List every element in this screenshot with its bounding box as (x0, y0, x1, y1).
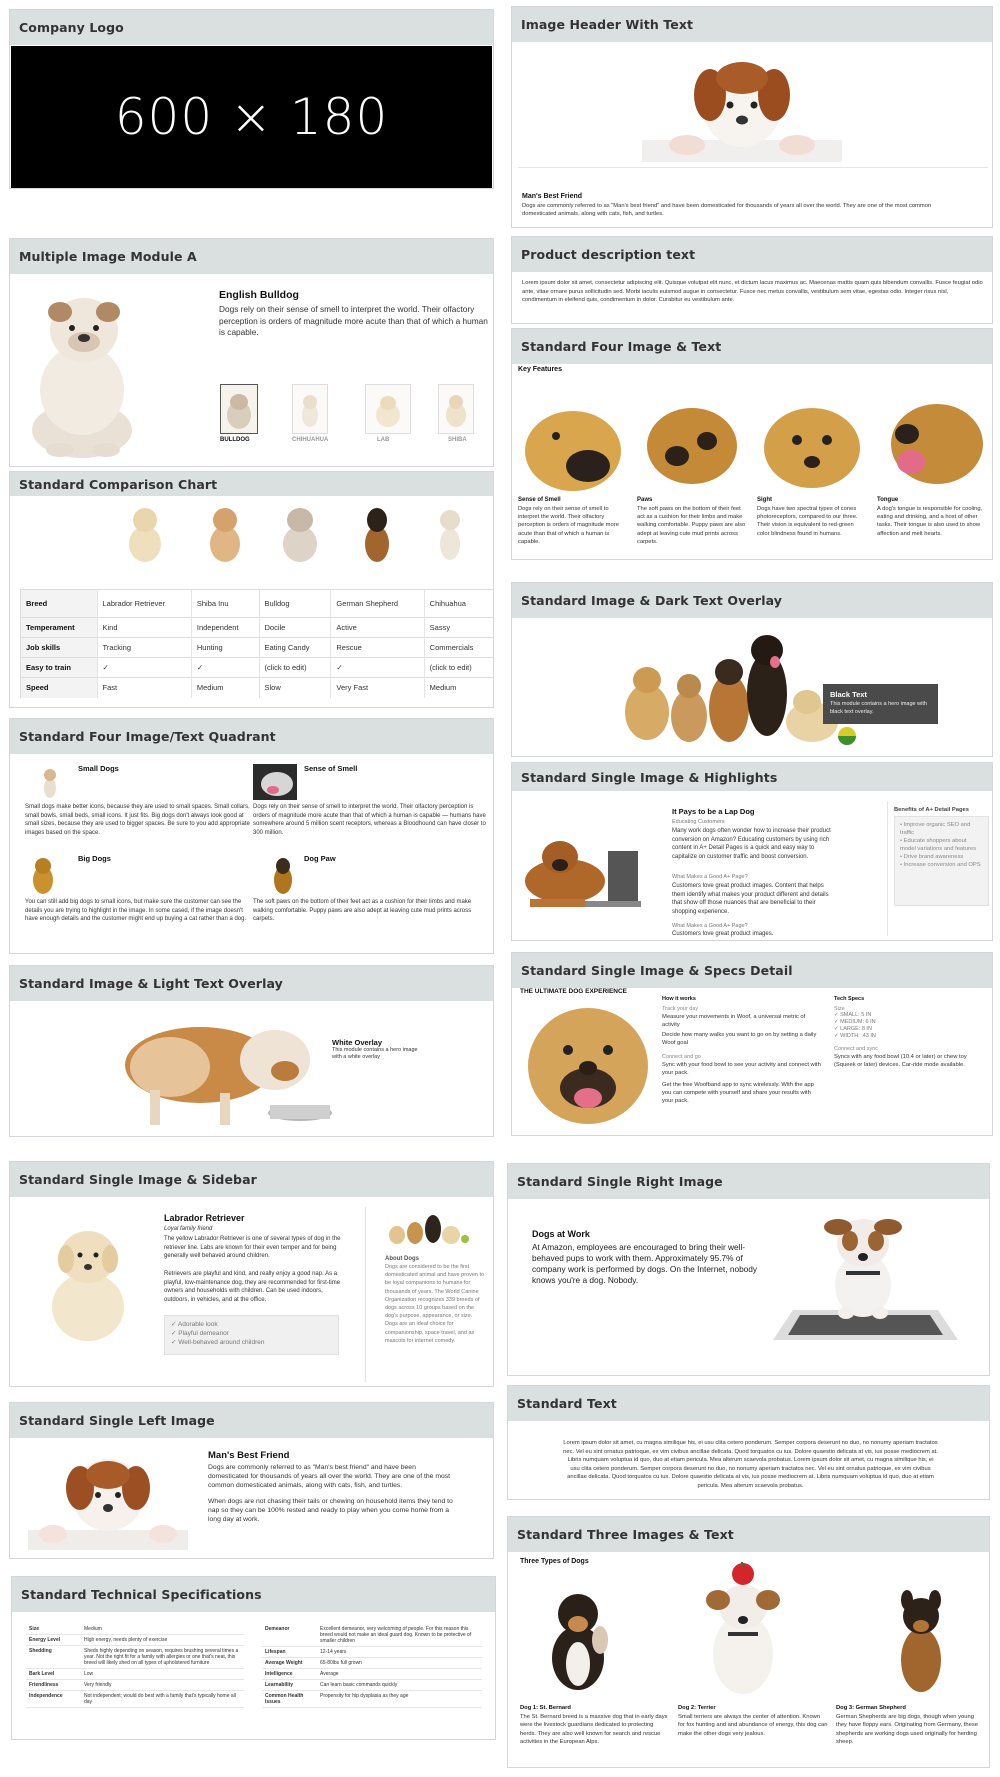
feature-heading-4: Tongue (877, 497, 899, 503)
spec-row: Friendliness Very friendly (26, 1680, 244, 1691)
spec-row: Energy Level High energy, needs plenty of exercise (26, 1635, 244, 1646)
dog-group-image (385, 1209, 477, 1245)
thumbnail-lab[interactable] (365, 384, 411, 434)
table-row (21, 678, 495, 698)
thumb-label-bulldog: BULLDOG (220, 437, 250, 443)
row-header: Breed (21, 590, 98, 618)
specs-table-left (26, 1624, 244, 1708)
module-product-description (511, 236, 993, 324)
spec-row: Shedding Sheds highly depending on season, requires brushing several times a year. Not the right fit for a family with allergies or one that's neat, this breed will likely shed on all types of upholstered furniture (26, 1646, 244, 1669)
spec-row: Size Medium (26, 1624, 244, 1635)
right-image-heading: Dogs at Work (532, 1229, 590, 1239)
module-title: Standard Single Image & Highlights (512, 763, 992, 791)
small-dog-icon (35, 764, 65, 800)
module-four-image-text (511, 328, 993, 560)
left-image-body-2: When dogs are not chasing their tails or chewing on household items they tend to nap so they can be 100% rested and ready to play when you come home from a long day at work. (208, 1498, 453, 1524)
three-types-label: Three Types of Dogs (520, 1558, 589, 1565)
size-item: ✓ MEDIUM: 6 IN (834, 1019, 876, 1025)
thumbnail-shiba[interactable] (438, 384, 474, 434)
highlights-body-3: Customers love great product images. (672, 931, 774, 937)
module-title: Product description text (512, 237, 992, 272)
module-comparison-chart (9, 471, 494, 708)
puppy-header-image (642, 50, 842, 162)
track-body-2: Decide how many walks you want to go on by setting a daily Woof goal (662, 1032, 817, 1046)
feature-heading-2: Paws (637, 497, 653, 503)
table-cell: Shiba Inu (191, 590, 259, 618)
header-heading: Man's Best Friend (522, 193, 583, 200)
comparison-images (90, 500, 494, 568)
placeholder-text: 600 × 180 (114, 88, 389, 146)
table-row (21, 658, 495, 678)
sidebar-heading: Labrador Retriever (164, 1213, 245, 1223)
sidebar-divider (365, 1207, 366, 1382)
module-title: Standard Single Left Image (10, 1403, 493, 1438)
editable-cell[interactable]: (click to edit) (259, 658, 331, 678)
terrier-apple-image (698, 1562, 788, 1697)
module-title: Company Logo (10, 10, 493, 45)
specs-heading: THE ULTIMATE DOG EXPERIENCE (520, 988, 628, 995)
size-item: ✓ SMALL: 5 IN (834, 1012, 872, 1018)
how-it-works-title: How it works (662, 996, 696, 1002)
highlights-body-1: Many work dogs often wonder how to increase their product conversion on Amazon? Educating customers by using rich content in A+ Detail Pages is a quick and easy way to capitalize on customer traffic and boost conversion. (672, 828, 831, 860)
logo-placeholder[interactable] (11, 46, 492, 188)
header-divider (518, 167, 988, 168)
spec-row: Lifespan 12-14 years (262, 1647, 482, 1658)
module-left-image (9, 1402, 494, 1559)
dark-overlay-box (823, 684, 938, 724)
checklist-item: ✓ Well-behaved around children (171, 1339, 265, 1346)
big-dog-icon (28, 854, 58, 896)
side-body: Dogs are considered to be the first domesticated animal and have proven to be loyal companions to humans for thousands of years. The World Canine Organization recognizes 339 breeds of dogs across 10 groups based on the dog's purpose, appearance, or size. Dogs are an ideal choice for companionship, space travel, and as mascots for internet comedy. (385, 1264, 485, 1344)
quadrant-body-2: Dogs rely on their sense of smell to interpret the world. Their olfactory perception is orders of magnitude more acute than that of which a human is capable — humans have somewhere around 5 million scent receptors, whereas a Bloodhound can have closer to 300 million. (253, 804, 486, 836)
right-image-body: At Amazon, employees are encouraged to bring their well-behaved pups to work with them. Approximately 95.7% of company work is performed by dogs. On the Internet, nobody knows you're a dog. Nobody. (532, 1242, 758, 1285)
benefit-item: • Improve organic SEO and traffic (900, 822, 971, 836)
module-light-overlay (9, 965, 494, 1137)
quadrant-body-3: You can still add big dogs to small icons, but make sure the customer can see the details you are trying to highlight in the image. In some cased, if the image doesn't have enough details and the customer might end up buying a cat rather than a dog. (25, 899, 247, 922)
thumbnail-bulldog[interactable] (220, 384, 258, 434)
standard-text-body: Lorem ipsum dolor sit amet, cu magna similique his, ei usu clita cetero ponderum. Semper corpora deserunt no duo, no nonumy aperiam tractatos nec. Vel eu sint ornatus patrioque, ex vim civibus ancillae delicata. Quod torquatos cu ius. Dolore quaestio delicata at vis, ius posse mediocrem at. Libris numquam voluptua id quo, duo at etiam pericula. Mea alterum scaevola probatus. Lorem ipsum dolor sit amet, cu magna similique his, ei usu clita cetero ponderum. Semper corpora deserunt no duo, no nonumy aperiam tractatos nec. Vel eu sint ornatus patrioque, ex vim civibus ancillae delicata. Quod torquatos cu ius. Dolore quaestio delicata at vis, ius posse mediocrem at. Libris numquam voluptua id quo, duo at etiam pericula. Mea alterum scaevola probatus. (563, 1440, 938, 1489)
jack-russell-keyboard-image (758, 1205, 973, 1345)
golden-retriever-image (520, 998, 655, 1128)
highlights-sub-2: What Makes a Good A+ Page? (672, 874, 748, 880)
table-cell: Slow (259, 678, 331, 698)
table-cell: Medium (424, 678, 494, 698)
table-row (21, 618, 495, 638)
module-title: Standard Technical Specifications (12, 1577, 495, 1612)
module-specs-detail (511, 952, 993, 1136)
bulldog-small-image (275, 500, 325, 566)
dog-2-body: Small terriers are always the center of attention. Known for fox hunting and and abundance of energy, this dog can make the other dogs very jealous. (678, 1714, 828, 1737)
comparison-table (20, 589, 494, 698)
module-image-highlights (511, 762, 993, 941)
spec-row: Intelligence Average (262, 1669, 482, 1680)
highlights-sub-1: Educating Customers (672, 819, 725, 825)
module-title: Standard Image & Dark Text Overlay (512, 583, 992, 618)
table-cell: Medium (191, 678, 259, 698)
module-title: Standard Comparison Chart (10, 472, 493, 496)
highlights-divider (887, 801, 888, 936)
sync-subheading: Connect and sync (834, 1046, 879, 1052)
table-cell: Fast (97, 678, 191, 698)
left-image-heading: Man's Best Friend (208, 1450, 290, 1461)
spec-row: Common Health Issues Propensity for hip dysplasia as they age (262, 1691, 482, 1708)
editable-cell[interactable]: (click to edit) (424, 658, 494, 678)
highlights-heading: It Pays to be a Lap Dog (672, 807, 755, 816)
module-title: Standard Text (508, 1386, 989, 1421)
row-header: Job skills (21, 638, 98, 658)
benefits-box (894, 816, 989, 906)
table-cell: Eating Candy (259, 638, 331, 658)
quadrant-heading-1: Small Dogs (78, 764, 119, 773)
table-cell: Tracking (97, 638, 191, 658)
thumb-label-lab: LAB (377, 437, 390, 443)
checklist-item: ✓ Playful demeanor (171, 1330, 229, 1337)
side-title: About Dogs (385, 1256, 419, 1262)
thumb-row (220, 384, 490, 446)
lab-puppy-image (120, 500, 170, 566)
size-item: ✓ WIDTH: .43 IN (834, 1033, 876, 1039)
overlay-body: This module contains a hero image with black text overlay. (830, 701, 927, 715)
size-list (834, 1012, 934, 1040)
sync-body: Syncs with any food bowl (10.4 or later) or chew toy (Squeek or later) devices. Car-ride mode available. (834, 1054, 967, 1068)
dog-3-body: German Shepherds are big dogs, though when young they have floppy ears. Originating from Germany, these shepherds are working dogs used originally for herding sheep. (836, 1714, 978, 1745)
connect-body-1: Sync with your food bowl to see your activity and connect with your pack. (662, 1062, 821, 1076)
module-title: Standard Four Image & Text (512, 329, 992, 364)
table-cell: Kind (97, 618, 191, 638)
sidebar-body-1: The yellow Labrador Retriever is one of several types of dog in the retriever line. Labs are known for their even temper and for being generally well behaved around children. (164, 1236, 341, 1259)
feature-body-2: The soft paws on the bottom of their feet act as a cushion for their limbs and make walking comfortable. Puppy paws are also adept at leaving cute mud prints across carpets. (637, 506, 746, 545)
module-title: Standard Single Image & Specs Detail (512, 953, 992, 988)
dog-3-heading: Dog 3: German Shepherd (836, 1705, 906, 1711)
module-title: Standard Image & Light Text Overlay (10, 966, 493, 1001)
benefit-item: • Increase conversion and OPS (900, 862, 981, 868)
table-cell: German Shepherd (331, 590, 424, 618)
size-item: ✓ LARGE: 8 IN (834, 1026, 872, 1032)
white-overlay-box (328, 1036, 428, 1074)
specs-table-right (262, 1624, 482, 1708)
table-cell: Independent (191, 618, 259, 638)
table-cell: Labrador Retriever (97, 590, 191, 618)
module-three-images-text (507, 1516, 990, 1768)
row-header: Speed (21, 678, 98, 698)
feature-heading-1: Sense of Smell (518, 497, 561, 503)
table-cell: Hunting (191, 638, 259, 658)
highlights-sub-3: What Makes a Good A+ Page? (672, 923, 748, 929)
benefit-item: • Educate shoppers about model variations and features (900, 838, 977, 852)
spec-row: Learnability Can learn basic commands quickly (262, 1680, 482, 1691)
row-header: Temperament (21, 618, 98, 638)
dog-nose-image (518, 396, 624, 491)
table-row (21, 638, 495, 658)
thumbnail-chihuahua[interactable] (292, 384, 328, 434)
check-cell: ✓ (97, 658, 191, 678)
spec-row: Average Weight 65-80lbs full grown (262, 1658, 482, 1669)
module-tech-specs (11, 1576, 496, 1740)
dog-2-heading: Dog 2: Terrier (678, 1705, 716, 1711)
module-multiple-image-a (9, 238, 494, 467)
header-body: Dogs are commonly referred to as "Man's best friend" and have been domesticated for thousands of years all over the world. They are one of the most common domesticated animals, along with cats, fish, and turtles. (522, 203, 932, 217)
puppy-paws-image (28, 1450, 188, 1550)
table-cell: Sassy (424, 618, 494, 638)
benefit-item: • Drive brand awareness (900, 854, 964, 860)
product-heading: English Bulldog (219, 289, 299, 301)
table-cell: Very Fast (331, 678, 424, 698)
module-image-header-text (511, 6, 993, 228)
thumb-label-shiba: SHIBA (448, 437, 467, 443)
module-four-quadrant (9, 718, 494, 954)
feature-body-3: Dogs have two spectral types of cones photoreceptors, compared to our three. Their vision is equivalent to red-green color blindness found in humans. (757, 506, 858, 537)
left-image-body-1: Dogs are commonly referred to as "Man's best friend" and have been domesticated for thousands of years all over the world. They are one of the most common domesticated animals, along with cats, fish, and turtles. (208, 1464, 451, 1490)
overlay-body: This module contains a hero image with a white overlay (332, 1047, 418, 1060)
check-cell: ✓ (331, 658, 424, 678)
spec-row: Independence Not independent; would do best with a family that's typically home all day (26, 1691, 244, 1708)
feature-heading-3: Sight (757, 497, 772, 503)
module-title: Standard Four Image/Text Quadrant (10, 719, 493, 754)
module-title: Image Header With Text (512, 7, 992, 42)
highlights-body-2: Customers love great product images. Content that helps them identify what makes your product different and details that show off those nuances that are beneficial to their shopping experience. (672, 883, 829, 915)
dog-paw-icon (268, 854, 298, 896)
spec-row: Bark Level Low (26, 1669, 244, 1680)
module-title: Standard Single Right Image (508, 1164, 989, 1199)
dog-sight-image (757, 396, 863, 491)
sense-of-smell-icon (253, 764, 297, 800)
sidebar-body-2: Retrievers are playful and kind, and really enjoy a good nap. As a playful, low-maintenance dog, they are recommended for first-time owners and households with children. Can be used indoors, outdoors, in vehicles, and at the office. (164, 1271, 341, 1303)
module-company-logo (9, 9, 494, 189)
check-cell: ✓ (191, 658, 259, 678)
feature-body-4: A dog's tongue is responsible for cooling, eating and drinking, and a host of other tasks. Their tongue is also used to show affection and melt hearts. (877, 506, 983, 537)
quadrant-body-4: The soft paws on the bottom of their feet act as a cushion for their limbs and make walking comfortable. Puppy paws are also adept at leaving cute mud prints across carpets. (253, 899, 472, 922)
dog-paws-image (637, 396, 743, 491)
row-header: Easy to train (21, 658, 98, 678)
module-title: Multiple Image Module A (10, 239, 493, 274)
module-right-image (507, 1163, 990, 1376)
connect-subheading: Connect and go (662, 1054, 701, 1060)
table-row (21, 590, 495, 618)
module-dark-overlay (511, 582, 993, 757)
german-shepherd-puppy-image (883, 1582, 958, 1694)
product-description-body: Lorem ipsum dolor sit amet, consectetur adipiscing elit. Quisque volutpat elit nunc, et dictum lacus maximus ac. Maecenas mattis quam quis bibendum convallis. Fusce feugiat odio ante, vitae ornare purus sollicitudin sed. Morbi iaculis euismod augue in consectetur. Fusce nec metus convallis, vestibulum sem vitae, egestas odio. Integer risus nisl, condimentum in eleifend quis, condimentum in dolor. Curabitur eu vestibulum ante. (522, 280, 983, 303)
benefits-title: Benefits of A+ Detail Pages (894, 807, 970, 813)
german-shepherd-image (352, 500, 402, 566)
chihuahua-image (425, 500, 475, 566)
tech-specs-title: Tech Specs (834, 996, 865, 1002)
product-body: Dogs rely on their sense of smell to interpret the world. Their olfactory perception is orders of magnitude more acute than that of which a human is capable. (219, 304, 488, 337)
key-features-label: Key Features (518, 366, 562, 373)
quadrant-heading-2: Sense of Smell (304, 764, 358, 773)
size-label: Size (834, 1006, 845, 1012)
track-body-1: Measure your movements in Woof, a universal metric of activity (662, 1014, 806, 1028)
module-image-sidebar (9, 1161, 494, 1387)
quadrant-heading-3: Big Dogs (78, 854, 111, 863)
overlay-heading: Black Text (830, 690, 867, 699)
dog-1-body: The St. Bernard breed is a massive dog that in early days were the livestock guardians dedicated to protecting herds. They are also well known for search and rescue activities in the European Alps. (520, 1714, 668, 1745)
module-title: Standard Three Images & Text (508, 1517, 989, 1552)
quadrant-heading-4: Dog Paw (304, 854, 336, 863)
labrador-puppy-image (40, 1217, 135, 1347)
overlay-heading: White Overlay (332, 1038, 383, 1047)
feature-body-1: Dogs rely on their sense of smell to interpret the world. Their olfactory perception is orders of magnitude more acute than that of which a human is capable. (518, 506, 619, 545)
checklist-box (164, 1315, 339, 1355)
table-cell: Commercials (424, 638, 494, 658)
spec-row: Demeanor Excellent demeanor, very welcoming of people. For this reason this breed would not make an ideal guard dog. Known to be protective of smaller children (262, 1624, 482, 1647)
module-standard-text (507, 1385, 990, 1500)
st-bernard-image (538, 1582, 618, 1694)
table-cell: Bulldog (259, 590, 331, 618)
connect-body-2: Get the free Woofband app to sync wirelessly. With the app you can compete with yourself and share your results with your pack. (662, 1082, 814, 1104)
module-title: Standard Single Image & Sidebar (10, 1162, 493, 1197)
boxer-laptop-image (520, 821, 645, 921)
table-cell: Rescue (331, 638, 424, 658)
bulldog-image (20, 280, 150, 460)
track-subheading: Track your day (662, 1006, 699, 1012)
table-cell: Active (331, 618, 424, 638)
thumb-label-chihuahua: CHIHUAHUA (292, 437, 329, 443)
table-cell: Chihuahua (424, 590, 494, 618)
checklist-item: ✓ Adorable look (171, 1321, 218, 1328)
dog-1-heading: Dog 1: St. Bernard (520, 1705, 571, 1711)
shiba-image (200, 500, 250, 566)
quadrant-body-1: Small dogs make better icons, because they are used to small spaces. Small collars, small bowls, small beds, small icons. It just fits. Big dogs don't always look good at small sizes, because they are used to bigger spaces. Be sure to you add appropriate images based on the space. (25, 804, 250, 836)
dog-tongue-image (877, 396, 983, 491)
table-cell: Docile (259, 618, 331, 638)
sidebar-subheading: Loyal family friend (164, 1226, 213, 1232)
